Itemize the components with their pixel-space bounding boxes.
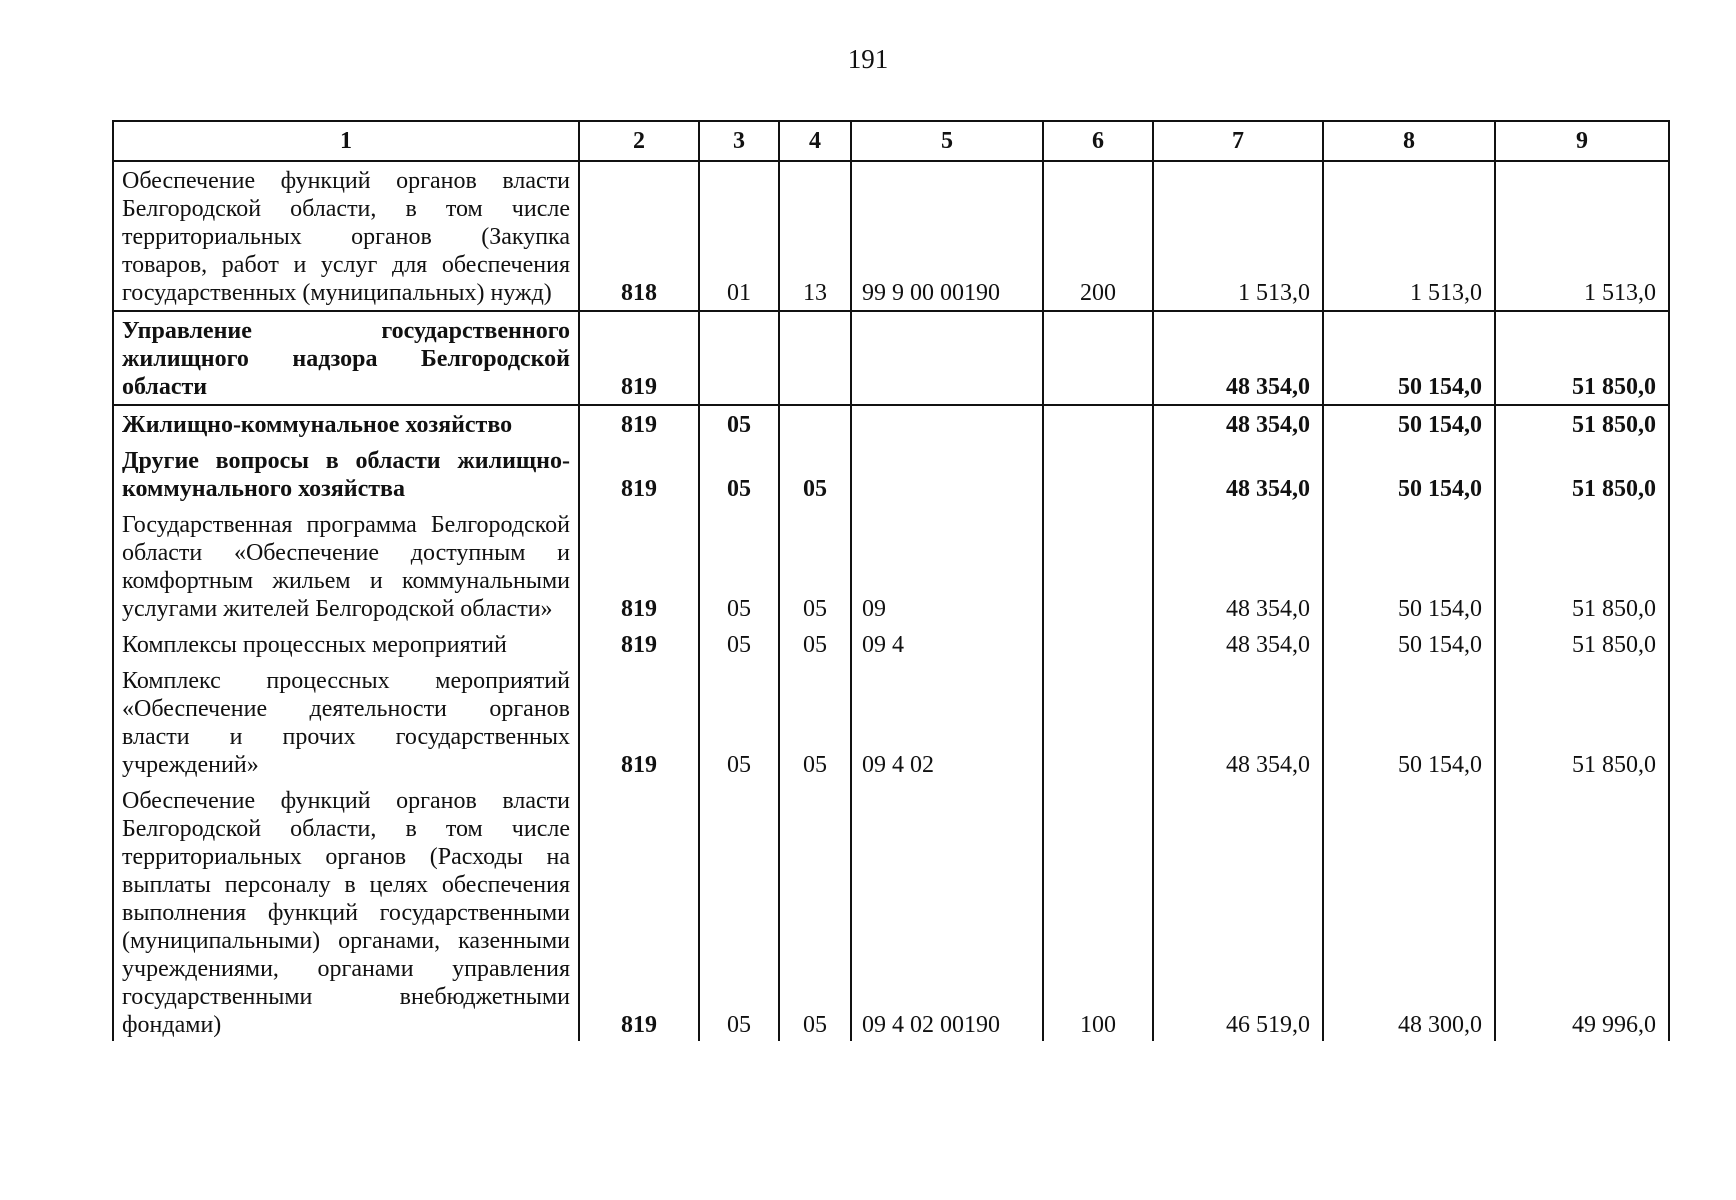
subsection-code: 05 [779, 782, 851, 1041]
amount-year-1: 1 513,0 [1153, 161, 1323, 311]
department-code: 819 [579, 662, 699, 782]
amount-year-3: 51 850,0 [1495, 626, 1669, 662]
row-description: Комплекс процессных мероприятий «Обеспечение деятельности органов власти и прочих государственных учреждений» [113, 662, 579, 782]
department-code: 818 [579, 161, 699, 311]
amount-year-2: 50 154,0 [1323, 506, 1495, 626]
section-code: 05 [699, 626, 779, 662]
amount-year-3: 51 850,0 [1495, 405, 1669, 442]
section-code: 05 [699, 506, 779, 626]
expense-type-code [1043, 442, 1153, 506]
row-description: Другие вопросы в области жилищно-коммунального хозяйства [113, 442, 579, 506]
row-description: Управление государственного жилищного надзора Белгородской области [113, 311, 579, 405]
amount-year-1: 48 354,0 [1153, 626, 1323, 662]
section-code: 05 [699, 442, 779, 506]
subsection-code: 05 [779, 506, 851, 626]
subsection-code [779, 311, 851, 405]
department-code: 819 [579, 311, 699, 405]
subsection-code: 13 [779, 161, 851, 311]
department-code: 819 [579, 782, 699, 1041]
amount-year-2: 50 154,0 [1323, 442, 1495, 506]
row-description: Обеспечение функций органов власти Белгородской области, в том числе территориальных органов (Закупка товаров, работ и услуг для обеспечения государственных (муниципальных) нужд) [113, 161, 579, 311]
section-code: 05 [699, 662, 779, 782]
expense-type-code [1043, 506, 1153, 626]
table-row [113, 662, 1669, 782]
target-article-code: 09 [851, 506, 1043, 626]
table-row [113, 506, 1669, 626]
column-header: 2 [579, 121, 699, 161]
amount-year-2: 50 154,0 [1323, 662, 1495, 782]
section-code: 05 [699, 782, 779, 1041]
column-header: 1 [113, 121, 579, 161]
amount-year-1: 48 354,0 [1153, 311, 1323, 405]
column-header: 5 [851, 121, 1043, 161]
amount-year-3: 51 850,0 [1495, 506, 1669, 626]
section-code: 05 [699, 405, 779, 442]
amount-year-2: 1 513,0 [1323, 161, 1495, 311]
column-header: 3 [699, 121, 779, 161]
expense-type-code [1043, 311, 1153, 405]
department-code: 819 [579, 442, 699, 506]
row-description: Комплексы процессных мероприятий [113, 626, 579, 662]
column-header: 6 [1043, 121, 1153, 161]
amount-year-2: 50 154,0 [1323, 311, 1495, 405]
target-article-code: 09 4 02 [851, 662, 1043, 782]
table-row [113, 311, 1669, 405]
subsection-code: 05 [779, 662, 851, 782]
column-header: 8 [1323, 121, 1495, 161]
expense-type-code [1043, 405, 1153, 442]
expense-type-code: 200 [1043, 161, 1153, 311]
section-code [699, 311, 779, 405]
amount-year-3: 51 850,0 [1495, 662, 1669, 782]
department-code: 819 [579, 626, 699, 662]
row-description: Обеспечение функций органов власти Белгородской области, в том числе территориальных органов (Расходы на выплаты персоналу в целях обеспечения выполнения функций государственными (муниципальными) органами, казенными учреждениями, органами управления государственными внебюджетными фондами) [113, 782, 579, 1041]
amount-year-3: 51 850,0 [1495, 311, 1669, 405]
subsection-code [779, 405, 851, 442]
column-header: 7 [1153, 121, 1323, 161]
table-row [113, 161, 1669, 311]
amount-year-3: 51 850,0 [1495, 442, 1669, 506]
page-number: 191 [847, 44, 889, 74]
target-article-code: 99 9 00 00190 [851, 161, 1043, 311]
budget-table [112, 120, 1670, 1041]
column-header: 9 [1495, 121, 1669, 161]
expense-type-code: 100 [1043, 782, 1153, 1041]
amount-year-3: 1 513,0 [1495, 161, 1669, 311]
amount-year-1: 48 354,0 [1153, 506, 1323, 626]
amount-year-3: 49 996,0 [1495, 782, 1669, 1041]
table-row [113, 442, 1669, 506]
table-row [113, 405, 1669, 442]
table-row [113, 626, 1669, 662]
target-article-code: 09 4 [851, 626, 1043, 662]
amount-year-1: 48 354,0 [1153, 662, 1323, 782]
column-header: 4 [779, 121, 851, 161]
target-article-code [851, 311, 1043, 405]
table-row [113, 782, 1669, 1041]
amount-year-1: 48 354,0 [1153, 405, 1323, 442]
row-description: Государственная программа Белгородской области «Обеспечение доступным и комфортным жильем и коммунальными услугами жителей Белгородской области» [113, 506, 579, 626]
table-header-row [113, 121, 1669, 161]
department-code: 819 [579, 506, 699, 626]
subsection-code: 05 [779, 442, 851, 506]
amount-year-2: 50 154,0 [1323, 626, 1495, 662]
amount-year-1: 46 519,0 [1153, 782, 1323, 1041]
amount-year-2: 48 300,0 [1323, 782, 1495, 1041]
row-description: Жилищно-коммунальное хозяйство [113, 405, 579, 442]
expense-type-code [1043, 662, 1153, 782]
target-article-code [851, 405, 1043, 442]
amount-year-1: 48 354,0 [1153, 442, 1323, 506]
target-article-code [851, 442, 1043, 506]
subsection-code: 05 [779, 626, 851, 662]
expense-type-code [1043, 626, 1153, 662]
section-code: 01 [699, 161, 779, 311]
target-article-code: 09 4 02 00190 [851, 782, 1043, 1041]
amount-year-2: 50 154,0 [1323, 405, 1495, 442]
department-code: 819 [579, 405, 699, 442]
